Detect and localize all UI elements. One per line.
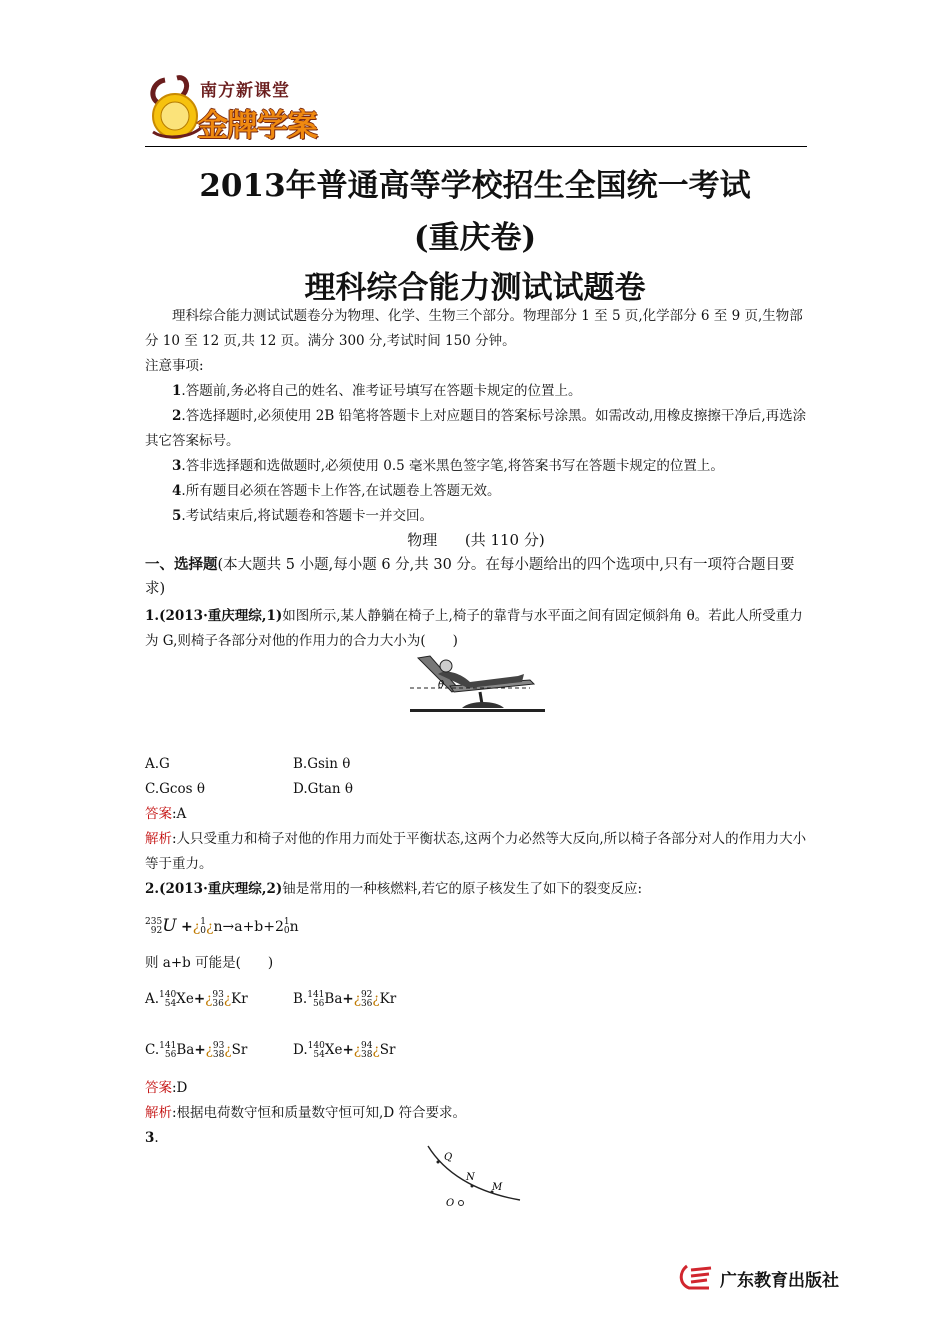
notice-text: .答题前,务必将自己的姓名、准考证号填写在答题卡规定的位置上。 (181, 383, 582, 399)
element-symbol: Kr (231, 991, 248, 1007)
charge-number: 38 (361, 1049, 373, 1060)
notice-text: .考试结束后,将试题卷和答题卡一并交回。 (181, 508, 433, 524)
charge-number: 36 (212, 998, 224, 1009)
equation-rest: n→a+b+2 (213, 919, 284, 935)
option-letter: B. (293, 991, 308, 1007)
charge-number: 92 (150, 926, 163, 936)
plus-sign: + (342, 991, 354, 1007)
question-number: 1 (145, 608, 155, 624)
publisher-logo (145, 72, 345, 144)
analysis-text: :根据电荷数守恒和质量数守恒可知,D 符合要求。 (172, 1105, 466, 1121)
question-1 (145, 604, 807, 654)
notice-num: 3 (172, 458, 182, 474)
missing-glyph: ¿ (223, 991, 232, 1007)
option-letter: D. (293, 1042, 308, 1058)
answer-1 (145, 802, 807, 827)
question-2-ask: 则 a+b 可能是( ) (145, 955, 274, 971)
option-d (293, 1035, 395, 1065)
question-2 (145, 877, 807, 902)
missing-glyph: ¿ (372, 991, 380, 1007)
element-symbol: Sr (231, 1042, 248, 1058)
nuclide-index (361, 991, 372, 1009)
mass-number: 140 (307, 1040, 325, 1051)
title-line-3: 理科综合能力测试试题卷 (304, 270, 646, 306)
option-a (145, 984, 248, 1014)
notice-num: 1 (172, 383, 182, 399)
missing-glyph: ¿ (205, 991, 213, 1007)
intro-paragraph: 理科综合能力测试试题卷分为物理、化学、生物三个部分。物理部分 1 至 5 页,化学部分 6 至 9 页,生物部分 10 至 12 页,共 12 页。满分 300 分,考试时间 150 分钟。 (145, 308, 803, 349)
element-symbol: Ba (176, 1042, 195, 1058)
option-letter: A. (145, 991, 160, 1007)
option-b (293, 984, 396, 1014)
notice-item (145, 504, 807, 529)
charge-number: 56 (164, 1049, 177, 1060)
plus-sign: + (342, 1042, 354, 1058)
part-title: 一、选择题 (145, 557, 218, 573)
nuclide-index (307, 991, 324, 1009)
charge-number: 56 (312, 998, 325, 1009)
mass-number: 93 (212, 1040, 225, 1051)
missing-glyph: ¿ (353, 1042, 361, 1058)
notice-text: .答非选择题和选做题时,必须使用 0.5 毫米黑色签字笔,将答案书写在答题卡规定的位置上。 (181, 458, 724, 474)
plus-sign: + (193, 991, 206, 1007)
reclining-chair-figure (410, 652, 545, 716)
nuclide-index (213, 1042, 224, 1060)
analysis-1 (145, 827, 807, 877)
mass-number: 141 (307, 989, 325, 1000)
notice-item (145, 379, 807, 404)
mass-number: 140 (159, 989, 177, 1000)
analysis-label: 解析 (145, 831, 172, 847)
nuclide-index (159, 1042, 176, 1060)
publisher-emblem-icon (679, 1262, 715, 1292)
neutron-symbol: n (289, 919, 299, 935)
answer-label: 答案 (145, 1080, 172, 1096)
option-b: B.Gsin θ (293, 756, 351, 772)
part-desc: (本大题共 5 小题,每小题 6 分,共 30 分。在每小题给出的四个选项中,只有一项符合题目要求) (145, 557, 795, 597)
nuclide-index (212, 991, 223, 1009)
charge-number: 36 (360, 998, 373, 1009)
answer-2 (145, 1076, 807, 1101)
angle-label: θ (438, 680, 445, 691)
element-symbol: Kr (379, 991, 397, 1007)
mass-number: 1 (200, 917, 206, 927)
point-q-label: Q (444, 1152, 453, 1163)
analysis-label: 解析 (145, 1105, 172, 1121)
point-n-label: N (466, 1172, 475, 1183)
nuclide-index (284, 918, 290, 936)
fission-equation (145, 911, 299, 942)
option-d: D.Gtan θ (293, 781, 354, 797)
uranium-symbol: U (162, 916, 177, 936)
element-symbol: Xe (324, 1042, 343, 1058)
option-c: C.Gcos θ (145, 781, 205, 797)
question-text: 如图所示,某人静躺在椅子上,椅子的靠背与水平面之间有固定倾斜角 θ。若此人所受重力为 G,则椅子各部分对他的作用力的合力大小为( ) (145, 608, 803, 649)
charge-number: 38 (212, 1049, 225, 1060)
mass-number: 94 (361, 1040, 373, 1051)
logo-main-text: 金牌学案 (197, 108, 317, 144)
subject-score: (共 110 分) (464, 531, 545, 549)
option-a: A.G (145, 756, 170, 772)
logo-top-text: 南方新课堂 (200, 81, 290, 101)
subject-name: 物理 (407, 531, 438, 549)
notice-num: 4 (172, 483, 182, 499)
charge-number: 0 (200, 926, 206, 936)
question-number: 3 (145, 1130, 155, 1146)
title-line-2: (重庆卷) (413, 220, 537, 256)
nuclide-index (159, 991, 176, 1009)
charge-number: 54 (164, 998, 177, 1009)
mass-number: 1 (283, 917, 290, 927)
trajectory-figure (420, 1142, 530, 1212)
answer-label: 答案 (145, 806, 172, 822)
notice-text: .所有题目必须在答题卡上作答,在试题卷上答题无效。 (181, 483, 501, 499)
mass-number: 141 (159, 1040, 177, 1051)
part-heading (145, 553, 807, 601)
answer-value: :A (172, 806, 187, 822)
nuclide-index (145, 918, 162, 936)
publisher-name: 广东教育出版社 (720, 1271, 839, 1291)
mass-number: 92 (360, 989, 373, 1000)
mass-number: 235 (145, 917, 163, 927)
notice-title: 注意事项: (145, 358, 204, 374)
mass-number: 93 (212, 989, 224, 1000)
plus-sign: + (194, 1042, 206, 1058)
plus-sign: + (180, 919, 193, 935)
question-number: 2 (145, 881, 155, 897)
analysis-text: :人只受重力和椅子对他的作用力而处于平衡状态,这两个力必然等大反向,所以椅子各部分对人的作用力大小等于重力。 (145, 831, 807, 872)
notice-item (145, 404, 807, 454)
point-m-label: M (492, 1182, 503, 1193)
notice-item (145, 479, 807, 504)
element-symbol: Sr (379, 1042, 396, 1058)
missing-glyph: ¿ (372, 1042, 380, 1058)
header-rule (145, 146, 807, 147)
missing-glyph: ¿ (192, 919, 201, 935)
answer-value: :D (172, 1080, 188, 1096)
notice-item (145, 454, 807, 479)
missing-glyph: ¿ (205, 919, 214, 935)
question-source: .(2013·重庆理综,1) (154, 608, 283, 624)
missing-glyph: ¿ (353, 991, 361, 1007)
question-dot: . (154, 1130, 159, 1146)
question-source: .(2013·重庆理综,2) (154, 881, 283, 897)
charge-number: 54 (313, 1049, 325, 1060)
point-o-label: O (446, 1198, 455, 1209)
missing-glyph: ¿ (205, 1042, 213, 1058)
question-text: 铀是常用的一种核燃料,若它的原子核发生了如下的裂变反应: (282, 881, 643, 897)
nuclide-index (200, 918, 206, 936)
nuclide-index (361, 1042, 372, 1060)
charge-number: 0 (283, 926, 290, 936)
option-letter: C. (145, 1042, 160, 1058)
nuclide-index (308, 1042, 325, 1060)
notice-text: .答选择题时,必须使用 2B 铅笔将答题卡上对应题目的答案标号涂黑。如需改动,用橡皮擦擦干净后,再选涂其它答案标号。 (145, 408, 807, 449)
logo-emblem-icon (145, 72, 205, 144)
element-symbol: Ba (324, 991, 343, 1007)
notice-num: 5 (172, 508, 182, 524)
missing-glyph: ¿ (224, 1042, 232, 1058)
notice-num: 2 (172, 408, 182, 424)
option-c (145, 1035, 247, 1065)
element-symbol: Xe (176, 991, 194, 1007)
analysis-2 (145, 1101, 807, 1126)
title-line-1: 2013年普通高等学校招生全国统一考试 (199, 168, 751, 204)
subject-heading (145, 528, 807, 552)
